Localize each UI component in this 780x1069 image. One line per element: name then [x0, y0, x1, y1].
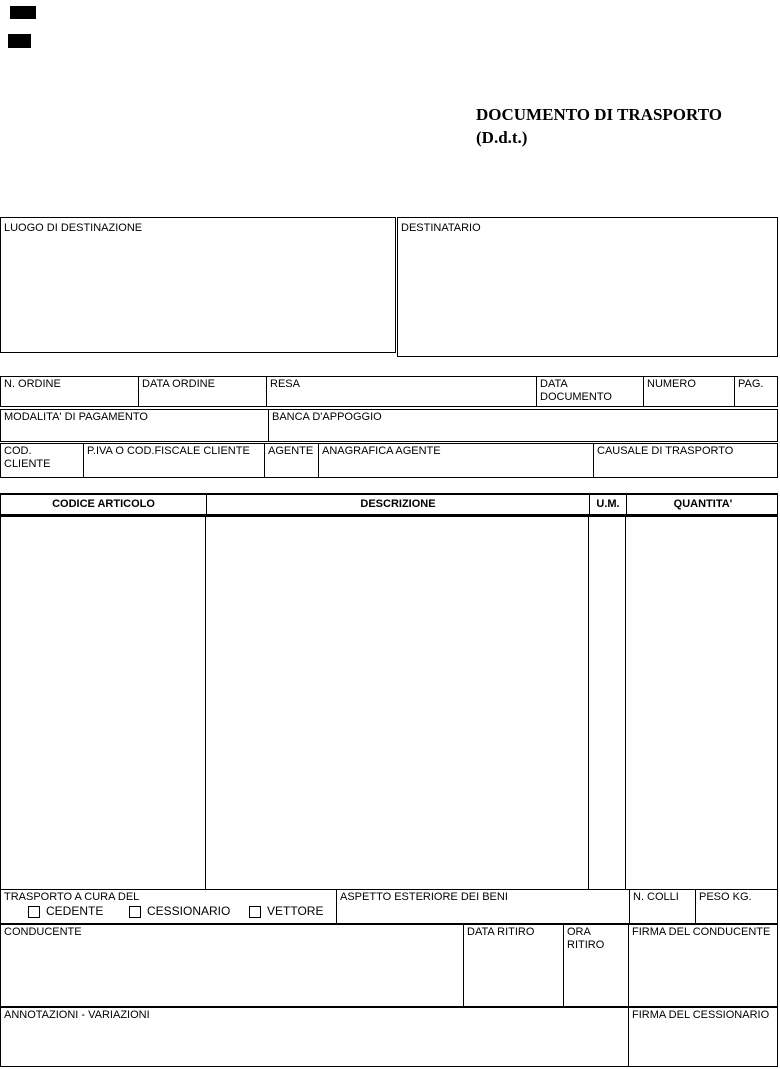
recipient-field[interactable]: [397, 217, 778, 357]
items-column-divider-2: [588, 517, 589, 889]
document-date-field[interactable]: [536, 377, 643, 406]
agent-name-field[interactable]: [318, 444, 593, 477]
weight-field[interactable]: [695, 890, 779, 923]
payment-method-field[interactable]: [1, 410, 268, 441]
pickup-time-field[interactable]: [563, 925, 628, 1006]
page-number-label: PAG.: [738, 378, 764, 390]
annotations-label: ANNOTAZIONI - VARIAZIONI: [4, 1009, 150, 1021]
agent-field[interactable]: [264, 444, 318, 477]
vettore-option[interactable]: [249, 905, 323, 918]
items-column-divider-1: [205, 517, 206, 889]
transport-reason-label: CAUSALE DI TRASPORTO: [597, 445, 734, 457]
page-title: [476, 103, 722, 149]
page-title-line2: (D.d.t.): [476, 128, 528, 147]
client-vat-label: P.IVA O COD.FISCALE CLIENTE: [87, 445, 250, 457]
agent-label: AGENTE: [268, 445, 314, 457]
goods-appearance-label: ASPETTO ESTERIORE DEI BENI: [340, 891, 508, 903]
payment-row: [0, 409, 778, 442]
payment-method-label: MODALITA' DI PAGAMENTO: [4, 411, 148, 423]
packages-number-field[interactable]: [629, 890, 695, 923]
document-number-field[interactable]: [643, 377, 734, 406]
notes-row: [0, 1007, 778, 1067]
pickup-date-label: DATA RITIRO: [467, 926, 535, 938]
column-header-um: U.M.: [589, 495, 626, 514]
transport-care-row: [0, 889, 778, 924]
pickup-date-field[interactable]: [463, 925, 563, 1006]
client-vat-field[interactable]: [83, 444, 264, 477]
document-date-label: DATA DOCUMENTO: [540, 378, 612, 403]
client-row: [0, 443, 778, 478]
cessionario-label: CESSIONARIO: [147, 904, 231, 918]
destination-label: LUOGO DI DESTINAZIONE: [4, 222, 143, 234]
page-number-field[interactable]: [734, 377, 779, 406]
client-code-label: COD. CLIENTE: [4, 445, 51, 470]
weight-label: PESO KG.: [699, 891, 752, 903]
driver-label: CONDUCENTE: [4, 926, 82, 938]
bank-label: BANCA D'APPOGGIO: [272, 411, 382, 423]
items-column-divider-3: [625, 517, 626, 889]
transport-care-label: TRASPORTO A CURA DEL: [4, 891, 140, 903]
annotations-field[interactable]: [1, 1008, 628, 1066]
recipient-label: DESTINATARIO: [401, 222, 481, 234]
column-header-quantita: QUANTITA': [626, 495, 779, 514]
goods-appearance-field[interactable]: [336, 890, 629, 923]
resa-label: RESA: [270, 378, 300, 390]
packages-number-label: N. COLLI: [633, 891, 679, 903]
order-row: [0, 376, 778, 407]
agent-name-label: ANAGRAFICA AGENTE: [322, 445, 441, 457]
corner-mark-2: [8, 34, 31, 48]
corner-mark-1: [10, 6, 36, 19]
resa-field[interactable]: [266, 377, 536, 406]
destination-field[interactable]: [0, 217, 396, 353]
pickup-time-label: ORA RITIRO: [567, 926, 605, 951]
items-table-body[interactable]: [0, 517, 778, 889]
cedente-option[interactable]: [28, 905, 103, 918]
driver-signature-label: FIRMA DEL CONDUCENTE: [632, 926, 771, 938]
cessionario-checkbox[interactable]: [129, 906, 141, 918]
consignee-signature-label: FIRMA DEL CESSIONARIO: [632, 1009, 770, 1021]
order-number-field[interactable]: [1, 377, 138, 406]
driver-field[interactable]: [1, 925, 463, 1006]
vettore-label: VETTORE: [267, 904, 324, 918]
order-number-label: N. ORDINE: [4, 378, 61, 390]
consignee-signature-field[interactable]: [628, 1008, 779, 1066]
page-title-line1: DOCUMENTO DI TRASPORTO: [476, 105, 722, 124]
document-number-label: NUMERO: [647, 378, 696, 390]
driver-signature-field[interactable]: [628, 925, 779, 1006]
driver-row: [0, 924, 778, 1007]
client-code-field[interactable]: [1, 444, 83, 477]
column-header-descrizione: DESCRIZIONE: [206, 495, 589, 514]
order-date-label: DATA ORDINE: [142, 378, 215, 390]
order-date-field[interactable]: [138, 377, 266, 406]
transport-reason-field[interactable]: [593, 444, 779, 477]
transport-care-field: [1, 890, 336, 923]
column-header-codice-articolo: CODICE ARTICOLO: [52, 498, 155, 510]
cessionario-option[interactable]: [129, 905, 230, 918]
cedente-label: CEDENTE: [46, 904, 104, 918]
cedente-checkbox[interactable]: [28, 906, 40, 918]
items-table-header: [0, 493, 778, 517]
vettore-checkbox[interactable]: [249, 906, 261, 918]
bank-field[interactable]: [268, 410, 779, 441]
